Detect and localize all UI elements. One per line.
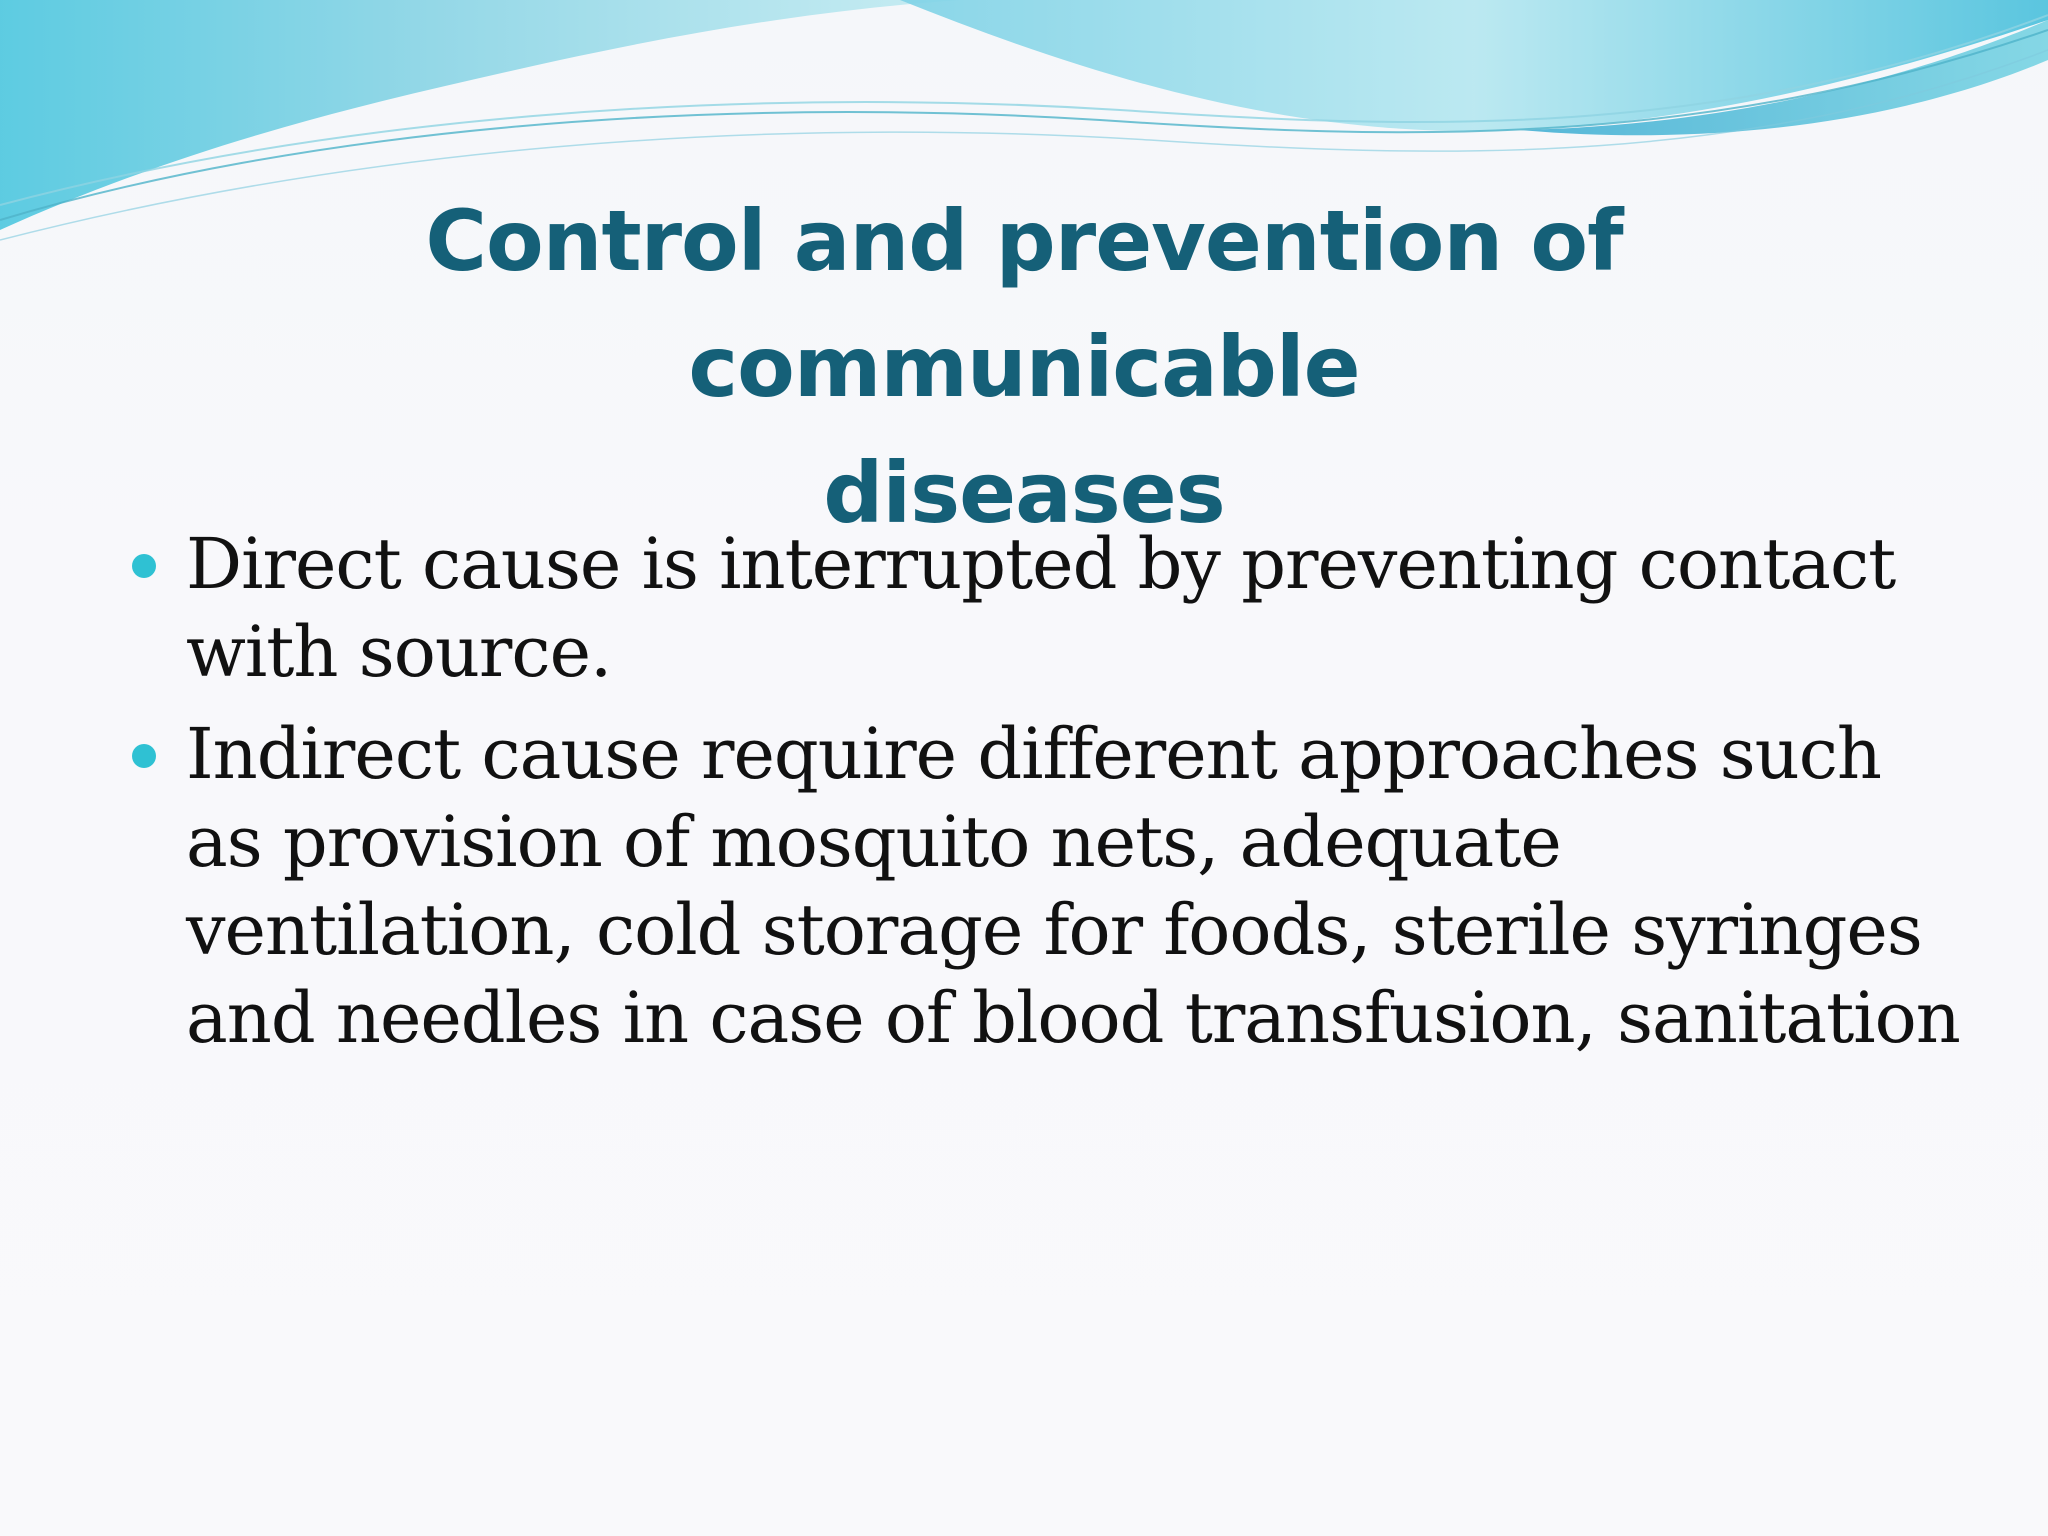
bullet-item [128,710,1968,1062]
bullet-item [128,520,1968,696]
bullet-text: Indirect cause require different approaches such as provision of mosquito nets, adequate ventilation, cold storage for foods, sterile syringes and needles in case of blood transfusion, sanitation [186,713,1960,1059]
slide-title-line-1: Control and prevention of communicable [425,192,1623,416]
bullet-list [128,520,1968,1076]
slide-title-line-2: diseases [823,444,1225,542]
bullet-dot-icon [132,554,156,578]
bullet-dot-icon [132,744,156,768]
bullet-text: Direct cause is interrupted by preventing contact with source. [186,523,1896,693]
slide-title [100,178,1948,556]
